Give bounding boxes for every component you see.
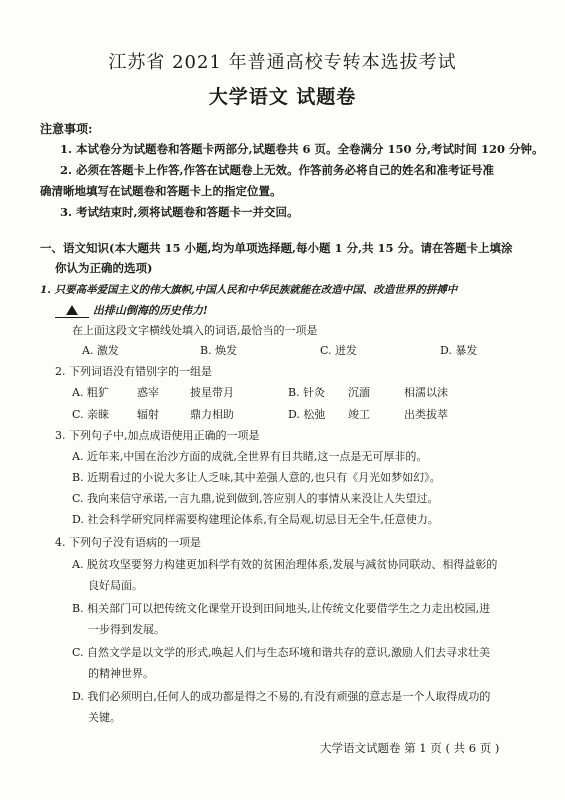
q2-a-1: A. 粗犷 [72,386,109,399]
q2-c-1: C. 亲睐 [72,408,110,421]
q4-option-a-line1: A. 脱贫攻坚要努力构建更加科学有效的贫困治理体系,发展与减贫协同联动、相得益彰的 [72,558,498,571]
q2-stem: 2. 下列词语没有错别字的一组是 [55,365,212,378]
q3-option-b: B. 近期看过的小说大多让人乏味,其中差强人意的,也只有《月光如梦如幻》。 [72,471,441,484]
notice-item-2a: 2. 必须在答题卡上作答,作答在试题卷上无效。作答前务必将自己的姓名和准考证号准 [60,163,495,177]
q4-option-c-line2: 的精神世界。 [88,667,154,680]
q2-d-2: 竣工 [348,408,370,421]
notice-heading: 注意事项: [40,122,93,136]
q1-option-d: D. 暴发 [440,344,478,357]
q4-stem: 4. 下列句子没有语病的一项是 [55,536,201,549]
q1-option-c: C. 迸发 [320,344,358,357]
q1-option-a: A. 激发 [82,344,119,357]
q2-c-3: 鼎力相助 [190,408,234,421]
triangle-icon [66,305,78,315]
q2-c-2: 辐射 [137,408,159,421]
notice-item-2b: 确清晰地填写在试题卷和答题卡上的指定位置。 [40,184,282,198]
exam-title: 江苏省 2021 年普通高校专转本选拔考试 [108,52,457,73]
q1-question: 在上面这段文字横线处填入的词语,最恰当的一项是 [72,324,318,337]
q4-option-a-line2: 良好局面。 [88,579,143,592]
q1-option-b: B. 焕发 [200,344,238,357]
page-footer: 大学语文试题卷 第 1 页 ( 共 6 页 ) [320,741,500,755]
q3-option-c: C. 我向来信守承诺,一言九鼎,说到做到,答应别人的事情从来没让人失望过。 [72,492,439,505]
notice-item-3: 3. 考试结束时,须将试题卷和答题卡一并交回。 [60,205,299,219]
q1-stem-line1: 1. 只要高举爱国主义的伟大旗帜,中国人民和中华民族就能在改造中国、改造世界的拼搏中 [40,284,458,296]
q4-option-d-line2: 关键。 [88,711,121,724]
q2-a-2: 惑宰 [137,386,159,399]
q2-b-3: 相濡以沫 [404,386,448,399]
q4-option-b-line1: B. 相关部门可以把传统文化课堂开设到田间地头,让传统文化要借学生之力走出校园,进 [72,602,491,615]
q2-d-1: D. 松弛 [288,408,326,421]
q3-stem: 3. 下列句子中,加点成语使用正确的一项是 [55,429,260,442]
q1-stem-line2: 出排山倒海的历史伟力! [55,302,208,318]
q2-b-1: B. 针灸 [288,386,326,399]
q4-option-d-line1: D. 我们必须明白,任何人的成功都是得之不易的,有没有顽强的意志是一个人取得成功的 [72,690,491,703]
q4-option-c-line1: C. 自然文学是以文学的形式,唤起人们与生态环境和谐共存的意识,激励人们去寻求壮美 [72,646,491,659]
q4-option-b-line2: 一步得到发展。 [88,623,165,636]
exam-subtitle: 大学语文 试题卷 [208,86,357,108]
blank-marker [55,304,89,318]
q3-option-d: D. 社会科学研究同样需要构建理论体系,有全局观,切忌目无全牛,任意使力。 [72,513,439,526]
q2-d-3: 出类拔萃 [404,408,448,421]
q2-a-3: 披星带月 [190,386,234,399]
q3-option-a: A. 近年来,中国在治沙方面的成就,全世界有目共睹,这一点是无可厚非的。 [72,450,428,463]
section-heading: 一、语文知识(本大题共 15 小题,均为单项选择题,每小题 1 分,共 15 分。请在答题卡上填涂 [40,241,513,255]
notice-item-1: 1. 本试卷分为试题卷和答题卡两部分,试题卷共 6 页。全卷满分 150 分,考试时间 120 分钟。 [60,142,544,156]
q2-b-2: 沉湎 [348,386,370,399]
section-heading-cont: 你认为正确的选项) [55,261,153,275]
